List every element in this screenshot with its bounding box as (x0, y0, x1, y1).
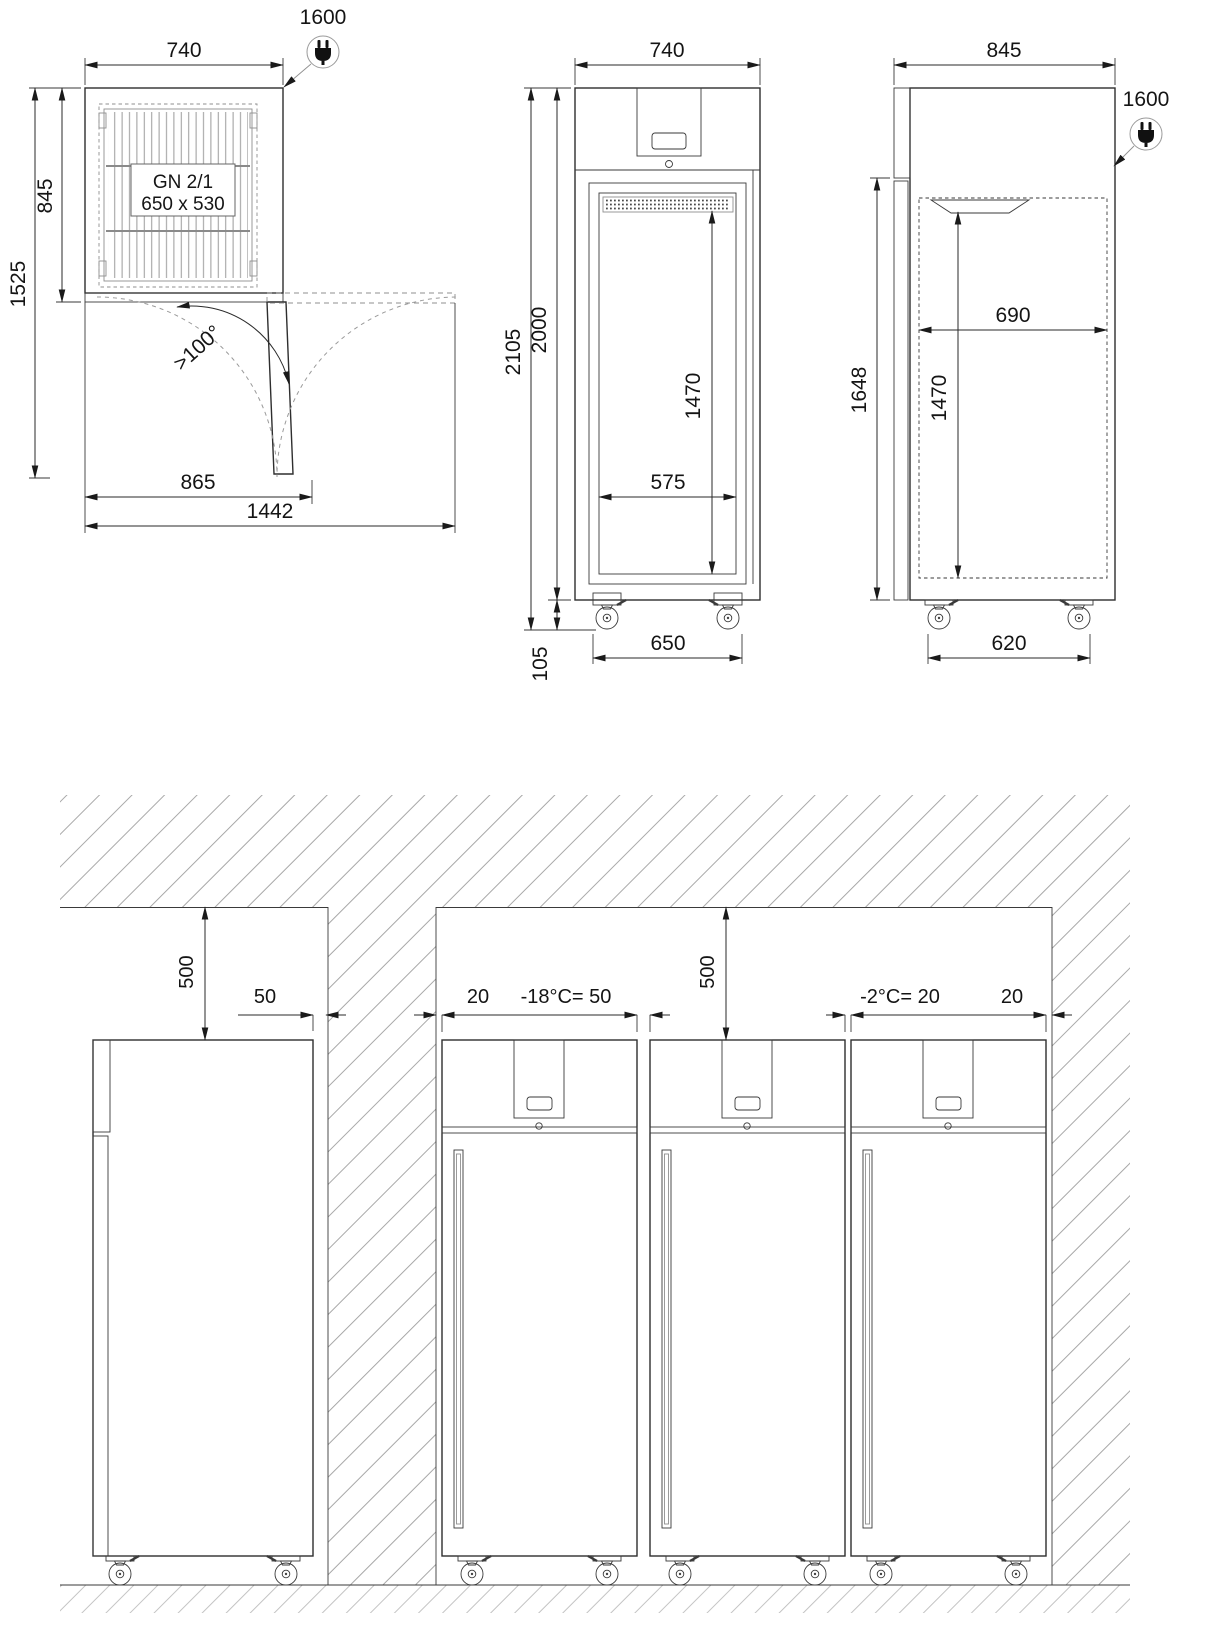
door-open-leaf (267, 302, 293, 474)
dim-label-door-angle: >100° (169, 320, 227, 376)
dim-label-plan-width: 740 (166, 39, 202, 62)
caster-wheel (1060, 600, 1093, 629)
caster-wheel (588, 1556, 621, 1585)
power-plug-icon (1138, 122, 1154, 147)
left-wall-hatch (328, 908, 436, 1585)
caster-wheel (997, 1556, 1030, 1585)
caster-wheel (796, 1556, 829, 1585)
cabinet-side-left (93, 1040, 313, 1585)
door-closed-dashed (267, 293, 455, 303)
dim-label-caster-span: 650 (650, 632, 686, 655)
power-cord-callout (284, 6, 346, 87)
door-swing-arc (97, 297, 457, 477)
dim-label-cooler-clearance: -2°C= 20 (860, 986, 940, 1008)
dim-label-side-clearance: 50 (253, 986, 277, 1008)
plan-view (7, 6, 457, 533)
cabinet-side-outline (910, 88, 1115, 600)
dim-label-top-clearance-left: 500 (176, 955, 198, 989)
dim-label-front-width: 740 (649, 39, 685, 62)
ceiling-hatch (60, 795, 1130, 908)
caster-wheel (458, 1556, 491, 1585)
door-handle (662, 1150, 671, 1528)
caster-wheel (925, 600, 958, 629)
dim-label-cord-length-side: 1600 (1122, 88, 1170, 111)
dim-label-height-body: 2000 (528, 306, 551, 354)
dim-label-door-height: 1648 (848, 366, 871, 414)
caster-wheel (267, 1556, 300, 1585)
right-wall-hatch (1052, 908, 1130, 1585)
dim-label-side-interior-height: 1470 (928, 374, 951, 422)
control-display (652, 133, 686, 149)
front-dimensions (502, 39, 760, 682)
dim-label-freezer-clearance: -18°C= 50 (520, 986, 612, 1008)
air-vent-strip (603, 197, 733, 212)
air-deflector (931, 200, 1029, 213)
shelf-type-label: GN 2/1 (152, 172, 214, 193)
door-frame-inner (599, 193, 736, 574)
dim-label-wall-gap-left: 20 (466, 986, 490, 1008)
caster-wheel (867, 1556, 900, 1585)
dim-label-door-open-depth: 865 (180, 471, 216, 494)
control-panel (637, 88, 701, 156)
dim-label-cord-length: 1600 (299, 6, 347, 29)
door-leaf-side (894, 181, 908, 600)
caster-wheel (709, 600, 742, 629)
dim-label-width-door-open: 1442 (246, 500, 294, 523)
dim-label-caster-height: 105 (529, 646, 552, 682)
cabinet-front-outline (575, 88, 760, 600)
dim-label-height-total: 2105 (502, 328, 525, 376)
power-cord-callout-side (1114, 88, 1169, 166)
dim-label-top-clearance-alcove: 500 (697, 955, 719, 989)
caster-wheel (106, 1556, 139, 1585)
dim-label-side-caster-span: 620 (991, 632, 1027, 655)
door-handle (863, 1150, 872, 1528)
front-view (502, 39, 760, 682)
cabinet-front-cooler (851, 1040, 1046, 1585)
door-frame-outer (589, 183, 746, 584)
dim-label-interior-width: 575 (650, 471, 686, 494)
cabinet-front-middle (650, 1040, 845, 1585)
power-plug-icon (315, 40, 331, 65)
door-handle (454, 1150, 463, 1528)
door-lock (666, 161, 673, 168)
clearance-dimensions (176, 907, 1072, 1040)
caster-wheel (666, 1556, 699, 1585)
dim-label-interior-height: 1470 (682, 372, 705, 420)
dim-label-side-depth: 845 (986, 39, 1022, 62)
door-hinge-section (894, 88, 910, 178)
side-dimensions (848, 39, 1115, 664)
caster-wheel (593, 600, 626, 629)
installation-view (60, 795, 1130, 1613)
floor-hatch (60, 1585, 1130, 1613)
shelf-size-label: 650 x 530 (141, 194, 225, 215)
dim-label-wall-gap-right: 20 (1000, 986, 1024, 1008)
dim-label-plan-depth: 845 (34, 178, 57, 214)
cabinet-front-freezer (442, 1040, 637, 1585)
dim-label-plan-depth-total: 1525 (7, 260, 30, 308)
dim-label-interior-depth: 690 (995, 304, 1031, 327)
side-view (848, 39, 1169, 664)
